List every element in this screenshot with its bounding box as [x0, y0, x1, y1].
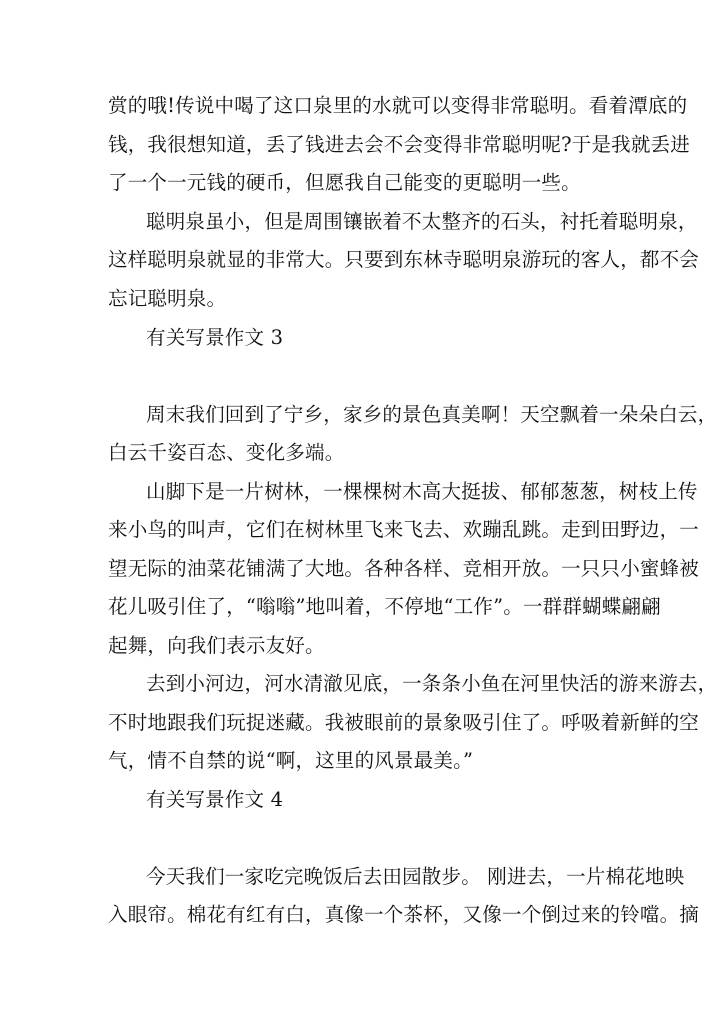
- paragraph-line: 忘记聪明泉。: [108, 287, 227, 310]
- paragraph-line: 来小鸟的叫声，它们在树林里飞来飞去、欢蹦乱跳。走到田野边，一: [108, 518, 700, 541]
- paragraph-line: 聪明泉虽小，但是周围镶嵌着不太整齐的石头，衬托着聪明泉，: [146, 210, 698, 233]
- paragraph-line: 赏的哦!传说中喝了这口泉里的水就可以变得非常聪明。看着潭底的: [108, 94, 688, 117]
- paragraph-line: 花儿吸引住了，“嗡嗡”地叫着，不停地“工作”。一群群蝴蝶翩翩: [108, 595, 661, 618]
- paragraph-line: 去到小河边，河水清澈见底，一条条小鱼在河里快活的游来游去，: [146, 672, 718, 695]
- section-heading: 有关写景作文 4: [146, 788, 284, 811]
- paragraph-line: 今天我们一家吃完晚饭后去田园散步。 刚进去，一片棉花地映: [146, 865, 685, 888]
- paragraph-line: 这样聪明泉就显的非常大。只要到东林寺聪明泉游玩的客人，都不会: [108, 248, 700, 271]
- paragraph-line: 入眼帘。棉花有红有白，真像一个茶杯，又像一个倒过来的铃噹。摘: [108, 903, 700, 926]
- paragraph-line: 起舞，向我们表示友好。: [108, 634, 325, 657]
- paragraph-line: 望无际的油菜花铺满了大地。各种各样、竞相开放。一只只小蜜蜂被: [108, 557, 700, 580]
- paragraph-line: 不时地跟我们玩捉迷藏。我被眼前的景象吸引住了。呼吸着新鲜的空: [108, 711, 700, 734]
- section-heading: 有关写景作文 3: [146, 326, 284, 349]
- paragraph-line: 山脚下是一片树林，一棵棵树木高大挺拔、郁郁葱葱，树枝上传: [146, 480, 698, 503]
- paragraph-line: 钱，我很想知道，丢了钱进去会不会变得非常聪明呢?于是我就丢进: [108, 133, 690, 156]
- paragraph-line: 白云千姿百态、变化多端。: [108, 441, 345, 464]
- paragraph-line: 气，情不自禁的说“啊，这里的风景最美。”: [108, 749, 474, 772]
- paragraph-line: 了一个一元钱的硬币，但愿我自己能变的更聪明一些。: [108, 171, 581, 194]
- paragraph-line: 周末我们回到了宁乡，家乡的景色真美啊！天空飘着一朵朵白云，: [146, 403, 718, 426]
